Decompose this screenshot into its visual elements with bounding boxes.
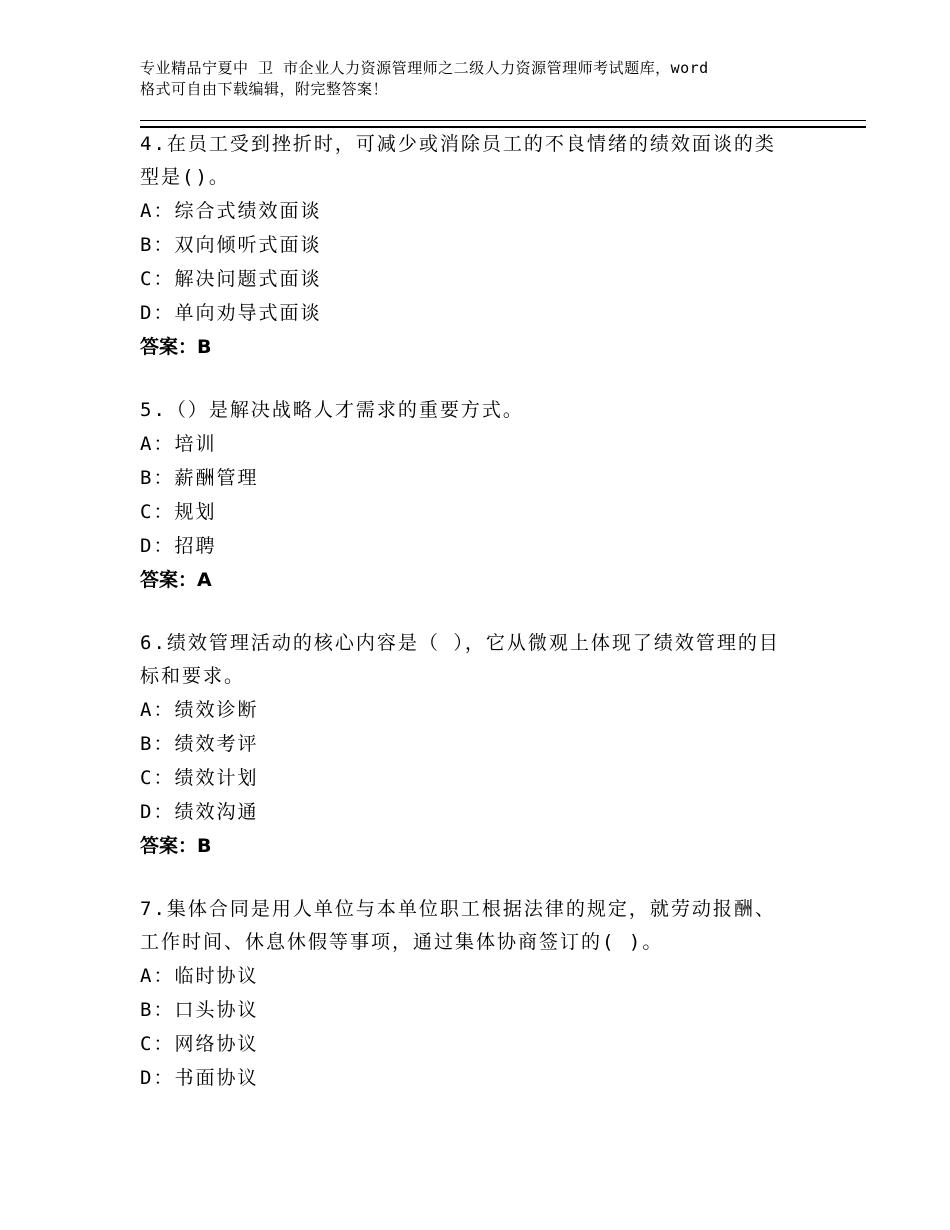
question-text-line-2: 标和要求。 bbox=[140, 665, 246, 687]
option-c: C：解决问题式面谈 bbox=[140, 268, 322, 290]
option-b: B：薪酬管理 bbox=[140, 467, 259, 489]
option-a: A：综合式绩效面谈 bbox=[140, 200, 322, 222]
question-7 bbox=[140, 893, 830, 1095]
option-d: D：书面协议 bbox=[140, 1067, 259, 1089]
question-text-line-2: 型是()。 bbox=[140, 166, 230, 188]
option-b: B：口头协议 bbox=[140, 999, 259, 1021]
answer: 答案：B bbox=[140, 835, 212, 857]
option-c: C：网络协议 bbox=[140, 1033, 259, 1055]
option-d: D：绩效沟通 bbox=[140, 801, 259, 823]
question-6 bbox=[140, 627, 830, 863]
option-a: A：绩效诊断 bbox=[140, 699, 259, 721]
question-text-line-1: 6.绩效管理活动的核心内容是（ ），它从微观上体现了绩效管理的目 bbox=[140, 632, 780, 654]
answer: 答案：A bbox=[140, 569, 212, 591]
question-list bbox=[140, 128, 830, 1125]
option-d: D：单向劝导式面谈 bbox=[140, 302, 322, 324]
question-5 bbox=[140, 394, 830, 597]
question-text-line-1: 4.在员工受到挫折时，可减少或消除员工的不良情绪的绩效面谈的类 bbox=[140, 133, 776, 155]
header-divider bbox=[140, 120, 866, 128]
question-text-line-1: 5.（）是解决战略人才需求的重要方式。 bbox=[140, 399, 524, 421]
option-d: D：招聘 bbox=[140, 535, 217, 557]
document-header bbox=[140, 58, 830, 100]
option-c: C：规划 bbox=[140, 501, 217, 523]
option-b: B：绩效考评 bbox=[140, 733, 259, 755]
header-line-2: 格式可自由下载编辑，附完整答案！ bbox=[140, 80, 389, 98]
question-4 bbox=[140, 128, 830, 364]
question-text-line-2: 工作时间、休息休假等事项，通过集体协商签订的( )。 bbox=[140, 931, 664, 953]
option-a: A：培训 bbox=[140, 433, 217, 455]
header-line-1: 专业精品宁夏中 卫 市企业人力资源管理师之二级人力资源管理师考试题库，word bbox=[140, 59, 709, 77]
option-c: C：绩效计划 bbox=[140, 767, 259, 789]
option-b: B：双向倾听式面谈 bbox=[140, 234, 322, 256]
answer: 答案：B bbox=[140, 336, 212, 358]
option-a: A：临时协议 bbox=[140, 965, 259, 987]
question-text-line-1: 7.集体合同是用人单位与本单位职工根据法律的规定，就劳动报酬、 bbox=[140, 898, 776, 920]
